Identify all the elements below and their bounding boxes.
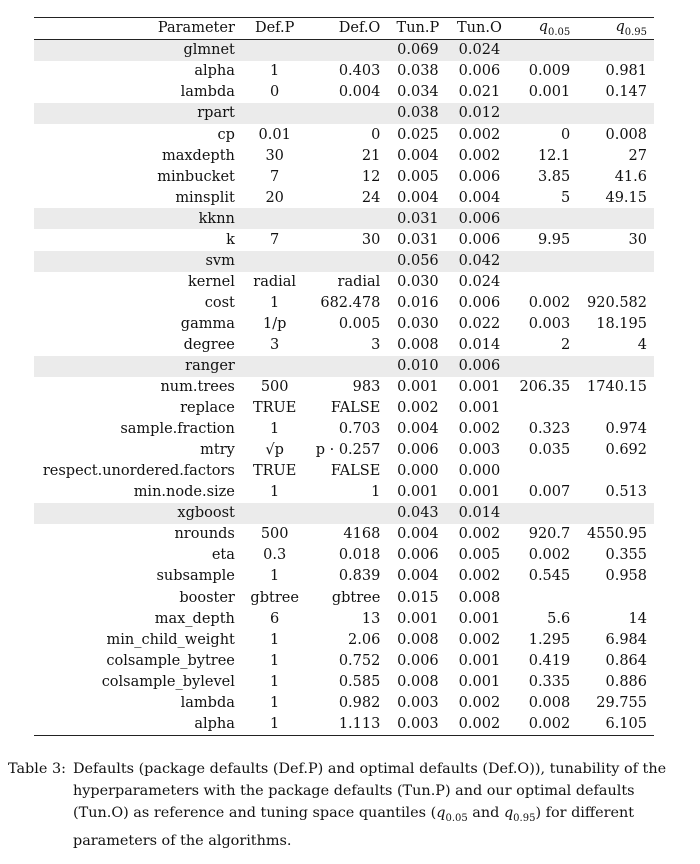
header-tun-p: Tun.P [396, 20, 440, 37]
cell-tun-o: 0.001 [458, 610, 501, 627]
cell-tun-o: 0.002 [458, 421, 501, 438]
cell-parameter: maxdepth [161, 147, 235, 164]
cell-def-p: 1 [270, 484, 280, 501]
cell-q095: 41.6 [614, 168, 647, 185]
cell-def-p: 0 [270, 84, 280, 101]
cell-tun-p: 0.001 [397, 610, 439, 627]
cell-parameter: rpart [34, 103, 242, 124]
cell-q005 [510, 587, 577, 608]
table-row [34, 714, 654, 736]
cell-tun-p: 0.056 [387, 251, 448, 272]
cell-q005: 0.035 [528, 442, 571, 459]
cell-parameter: respect.unordered.factors [42, 463, 235, 480]
cell-tun-p: 0.004 [397, 421, 439, 438]
cell-q095 [577, 40, 654, 62]
cell-def-p: 0.01 [258, 126, 291, 143]
cell-tun-o: 0.006 [458, 231, 501, 248]
group-row [34, 251, 654, 272]
cell-q095: 18.195 [596, 315, 647, 332]
cell-tun-p: 0.006 [397, 652, 439, 669]
cell-q095 [577, 356, 654, 377]
cell-def-p: 1 [270, 631, 280, 648]
cell-parameter: num.trees [160, 379, 235, 396]
results-table [34, 17, 654, 736]
cell-tun-p: 0.002 [397, 400, 439, 417]
cell-tun-p: 0.004 [397, 189, 439, 206]
cell-def-o [307, 356, 387, 377]
cell-tun-p: 0.025 [397, 126, 439, 143]
cell-parameter: k [226, 231, 235, 248]
cell-parameter: cp [217, 126, 235, 143]
cell-def-p: 7 [270, 168, 280, 185]
cell-tun-o: 0.002 [458, 147, 501, 164]
cell-parameter: minbucket [157, 168, 235, 185]
cell-tun-p: 0.001 [397, 484, 439, 501]
table-row [34, 629, 654, 650]
cell-tun-p: 0.015 [397, 589, 439, 606]
cell-tun-o: 0.022 [458, 315, 501, 332]
cell-tun-o: 0.002 [458, 526, 501, 543]
caption-label: Table 3: [8, 761, 66, 777]
table-body [34, 40, 654, 736]
table-row [34, 461, 654, 482]
cell-parameter: kknn [34, 208, 242, 229]
cell-parameter: max_depth [154, 610, 235, 627]
cell-parameter: colsample_bytree [106, 652, 235, 669]
cell-tun-o: 0.001 [458, 484, 501, 501]
cell-q095: 0.958 [605, 568, 647, 585]
caption-text: Defaults (package defaults (Def.P) and optimal defaults (Def.O)), tunability of the hyperparameters with the package defaults (Tun.P) and our optimal defaults (Tun.O) as reference and tuning space quantiles ($q_{0.05}$ and $q_{0.95}$) for different parameters of the algorithms. [73, 761, 667, 849]
cell-parameter: lambda [180, 694, 235, 711]
cell-q095: 6.984 [605, 631, 647, 648]
cell-def-p: 1/p [262, 315, 287, 332]
cell-def-o: 0.585 [338, 673, 381, 690]
cell-parameter: min_child_weight [106, 631, 235, 648]
cell-def-p: 1 [270, 421, 280, 438]
cell-tun-o: 0.008 [458, 589, 501, 606]
cell-tun-p: 0.006 [397, 442, 439, 459]
cell-q095 [577, 272, 654, 293]
table-header-row [34, 18, 654, 40]
header-q005: $q_{0.05}$ [538, 18, 571, 38]
cell-def-o: 4168 [343, 526, 381, 543]
cell-def-p: 3 [270, 336, 280, 353]
cell-q005 [510, 398, 577, 419]
cell-tun-p: 0.016 [397, 294, 439, 311]
cell-def-p: 1 [270, 294, 280, 311]
cell-def-p: 1 [270, 673, 280, 690]
group-row [34, 208, 654, 229]
cell-tun-p: 0.003 [397, 715, 439, 732]
cell-parameter: glmnet [34, 40, 242, 62]
cell-def-o: 2.06 [348, 631, 381, 648]
table-row [34, 524, 654, 545]
cell-tun-o: 0.004 [458, 189, 501, 206]
cell-def-o: 3 [371, 336, 381, 353]
cell-q095: 49.15 [605, 189, 647, 206]
cell-q095: 30 [628, 231, 647, 248]
cell-q095: 4 [637, 336, 647, 353]
cell-q095: 0.886 [605, 673, 647, 690]
cell-tun-o: 0.014 [458, 336, 501, 353]
cell-tun-o: 0.002 [458, 715, 501, 732]
cell-q095 [577, 587, 654, 608]
cell-def-p: gbtree [250, 589, 299, 606]
cell-tun-p: 0.008 [397, 631, 439, 648]
cell-q005: 5.6 [547, 610, 571, 627]
cell-tun-p: 0.034 [397, 84, 439, 101]
cell-q095: 0.981 [605, 63, 647, 80]
cell-tun-o: 0.021 [458, 84, 501, 101]
cell-def-p [242, 503, 308, 524]
cell-q095: 920.582 [587, 294, 647, 311]
cell-def-p: 7 [270, 231, 280, 248]
cell-tun-p: 0.008 [397, 336, 439, 353]
table-row [34, 440, 654, 461]
cell-def-p: 1 [270, 652, 280, 669]
cell-def-o: 13 [361, 610, 381, 627]
cell-q095: 0.513 [605, 484, 647, 501]
cell-def-o: gbtree [331, 589, 381, 606]
cell-tun-o: 0.014 [448, 503, 510, 524]
cell-tun-o: 0.012 [448, 103, 510, 124]
cell-q095: 0.692 [605, 442, 647, 459]
cell-q095: 0.864 [605, 652, 647, 669]
table-row [34, 650, 654, 671]
cell-def-p [242, 40, 308, 62]
cell-parameter: alpha [194, 715, 235, 732]
cell-tun-p: 0.005 [397, 168, 439, 185]
header-def-p: Def.P [254, 20, 295, 37]
cell-def-o: 0.982 [338, 694, 381, 711]
table-row [34, 482, 654, 503]
cell-parameter: cost [204, 294, 235, 311]
cell-parameter: subsample [156, 568, 235, 585]
cell-q095 [577, 461, 654, 482]
cell-def-o: radial [337, 273, 381, 290]
cell-tun-p: 0.030 [397, 315, 439, 332]
cell-def-o: 1 [371, 484, 381, 501]
cell-q005 [510, 40, 577, 62]
cell-q005: 5 [561, 189, 571, 206]
cell-tun-o: 0.002 [458, 694, 501, 711]
table-row [34, 566, 654, 587]
table-row [34, 335, 654, 356]
cell-def-o: 0.703 [338, 421, 381, 438]
cell-def-p: 1 [270, 63, 280, 80]
table-caption [8, 758, 692, 852]
table-row [34, 61, 654, 82]
cell-parameter: ranger [34, 356, 242, 377]
cell-def-o [307, 40, 387, 62]
cell-q005: 0 [561, 126, 571, 143]
cell-parameter: colsample_bylevel [101, 673, 235, 690]
cell-q005: 0.545 [528, 568, 571, 585]
table-row [34, 398, 654, 419]
cell-q005: 0.323 [528, 421, 571, 438]
cell-def-p: 0.3 [263, 547, 287, 564]
cell-def-p [242, 208, 308, 229]
cell-def-p: TRUE [252, 463, 297, 480]
table-row [34, 419, 654, 440]
cell-parameter: eta [211, 547, 235, 564]
cell-tun-o: 0.001 [458, 400, 501, 417]
cell-q005: 12.1 [537, 147, 571, 164]
cell-q005: 206.35 [519, 379, 571, 396]
cell-tun-o: 0.001 [458, 379, 501, 396]
cell-q005 [510, 272, 577, 293]
cell-def-p: 30 [265, 147, 284, 164]
cell-q095: 14 [628, 610, 647, 627]
cell-tun-p: 0.001 [397, 379, 439, 396]
cell-parameter: svm [34, 251, 242, 272]
cell-q095: 0.355 [605, 547, 647, 564]
cell-tun-p: 0.010 [387, 356, 448, 377]
cell-q095: 0.974 [605, 421, 647, 438]
header-q095: $q_{0.95}$ [615, 18, 647, 38]
cell-tun-p: 0.043 [387, 503, 448, 524]
cell-def-o [307, 503, 387, 524]
table-row [34, 587, 654, 608]
cell-parameter: minsplit [175, 189, 235, 206]
cell-parameter: kernel [188, 273, 235, 290]
cell-tun-p: 0.030 [397, 273, 439, 290]
cell-q005 [510, 461, 577, 482]
cell-parameter: gamma [180, 315, 235, 332]
cell-def-p [242, 356, 308, 377]
cell-def-o: 983 [352, 379, 381, 396]
cell-def-p [242, 251, 308, 272]
cell-q095 [577, 251, 654, 272]
cell-def-p: 500 [260, 379, 289, 396]
cell-tun-o: 0.024 [448, 40, 510, 62]
table-row [34, 124, 654, 145]
cell-parameter: min.node.size [133, 484, 235, 501]
cell-q005 [510, 208, 577, 229]
cell-q005: 0.002 [528, 294, 571, 311]
cell-def-o: p · 0.257 [315, 442, 381, 459]
cell-tun-o: 0.001 [458, 673, 501, 690]
cell-def-o: 30 [361, 231, 381, 248]
cell-q005: 0.001 [528, 84, 571, 101]
cell-tun-o: 0.002 [458, 568, 501, 585]
cell-tun-o: 0.024 [458, 273, 501, 290]
cell-q095 [577, 398, 654, 419]
cell-tun-o: 0.002 [458, 631, 501, 648]
table-row [34, 229, 654, 250]
cell-tun-p: 0.003 [397, 694, 439, 711]
cell-parameter: sample.fraction [120, 421, 235, 438]
cell-q095 [577, 103, 654, 124]
cell-parameter: degree [183, 336, 235, 353]
cell-tun-o: 0.006 [458, 168, 501, 185]
cell-q005 [510, 503, 577, 524]
cell-q095: 0.008 [605, 126, 647, 143]
cell-q005: 9.95 [537, 231, 571, 248]
cell-def-o: 0.752 [338, 652, 381, 669]
cell-def-o: 1.113 [338, 715, 381, 732]
cell-q005 [510, 251, 577, 272]
table-row [34, 82, 654, 103]
cell-tun-o: 0.000 [458, 463, 501, 480]
cell-def-o [307, 251, 387, 272]
cell-parameter: lambda [180, 84, 235, 101]
cell-q095: 1740.15 [587, 379, 647, 396]
table-row [34, 272, 654, 293]
group-row [34, 503, 654, 524]
cell-def-o: 0 [371, 126, 381, 143]
cell-def-o [307, 208, 387, 229]
cell-q005 [510, 356, 577, 377]
cell-def-p: TRUE [252, 400, 297, 417]
cell-q005 [510, 103, 577, 124]
cell-tun-o: 0.001 [458, 652, 501, 669]
cell-q095: 4550.95 [587, 526, 647, 543]
cell-def-o: 682.478 [320, 294, 381, 311]
cell-q095: 29.755 [596, 694, 647, 711]
cell-q005: 0.335 [528, 673, 571, 690]
cell-parameter: xgboost [34, 503, 242, 524]
cell-def-o: 0.018 [338, 547, 381, 564]
group-row [34, 40, 654, 62]
cell-q005: 920.7 [528, 526, 571, 543]
cell-def-p: 1 [270, 694, 280, 711]
cell-tun-p: 0.000 [397, 463, 439, 480]
cell-tun-o: 0.006 [448, 356, 510, 377]
cell-tun-o: 0.003 [458, 442, 501, 459]
cell-tun-p: 0.006 [397, 547, 439, 564]
cell-def-p [242, 103, 308, 124]
cell-def-o: 0.005 [338, 315, 381, 332]
header-def-o: Def.O [338, 20, 381, 37]
cell-q095: 6.105 [605, 715, 647, 732]
table-row [34, 166, 654, 187]
table-row [34, 314, 654, 335]
cell-q095: 0.147 [605, 84, 647, 101]
cell-parameter: booster [179, 589, 235, 606]
table-row [34, 377, 654, 398]
cell-def-o: 0.839 [338, 568, 381, 585]
cell-tun-p: 0.069 [387, 40, 448, 62]
cell-tun-p: 0.004 [397, 568, 439, 585]
group-row [34, 356, 654, 377]
cell-def-p: 20 [265, 189, 284, 206]
cell-def-o: FALSE [330, 400, 381, 417]
cell-def-o: 24 [361, 189, 381, 206]
table-row [34, 671, 654, 692]
cell-def-p: 1 [270, 715, 280, 732]
table-row [34, 693, 654, 714]
cell-q005: 0.002 [528, 547, 571, 564]
cell-tun-o: 0.006 [458, 63, 501, 80]
cell-def-o: 12 [361, 168, 381, 185]
cell-q095: 27 [628, 147, 647, 164]
cell-q095 [577, 503, 654, 524]
cell-def-o: 0.403 [338, 63, 381, 80]
cell-def-p: 6 [270, 610, 280, 627]
cell-def-o: 21 [361, 147, 381, 164]
cell-q005: 3.85 [537, 168, 571, 185]
cell-tun-p: 0.004 [397, 526, 439, 543]
cell-def-o: FALSE [330, 463, 381, 480]
cell-tun-p: 0.031 [397, 231, 439, 248]
cell-def-p: 500 [260, 526, 289, 543]
cell-parameter: mtry [200, 442, 235, 459]
cell-tun-o: 0.005 [458, 547, 501, 564]
cell-tun-o: 0.002 [458, 126, 501, 143]
cell-q005: 0.009 [528, 63, 571, 80]
cell-def-p: radial [253, 273, 297, 290]
cell-tun-p: 0.038 [397, 63, 439, 80]
cell-q005: 1.295 [528, 631, 571, 648]
cell-def-p: √p [265, 442, 284, 459]
cell-q005: 0.007 [528, 484, 571, 501]
cell-q095 [577, 208, 654, 229]
cell-def-o [307, 103, 387, 124]
cell-q005: 0.003 [528, 315, 571, 332]
cell-tun-o: 0.006 [448, 208, 510, 229]
cell-def-o: 0.004 [338, 84, 381, 101]
cell-q005: 2 [561, 336, 571, 353]
header-parameter: Parameter [157, 20, 235, 37]
cell-q005: 0.419 [528, 652, 571, 669]
cell-parameter: alpha [194, 63, 235, 80]
cell-tun-p: 0.004 [397, 147, 439, 164]
cell-tun-p: 0.038 [387, 103, 448, 124]
table-row [34, 608, 654, 629]
cell-tun-o: 0.042 [448, 251, 510, 272]
table-row [34, 293, 654, 314]
table-row [34, 187, 654, 208]
table-row [34, 545, 654, 566]
cell-parameter: replace [180, 400, 235, 417]
cell-q005: 0.008 [528, 694, 571, 711]
table-row [34, 145, 654, 166]
cell-tun-o: 0.006 [458, 294, 501, 311]
group-row [34, 103, 654, 124]
cell-q005: 0.002 [528, 715, 571, 732]
cell-parameter: nrounds [174, 526, 235, 543]
header-tun-o: Tun.O [456, 20, 502, 37]
cell-tun-p: 0.008 [397, 673, 439, 690]
cell-tun-p: 0.031 [387, 208, 448, 229]
cell-def-p: 1 [270, 568, 280, 585]
